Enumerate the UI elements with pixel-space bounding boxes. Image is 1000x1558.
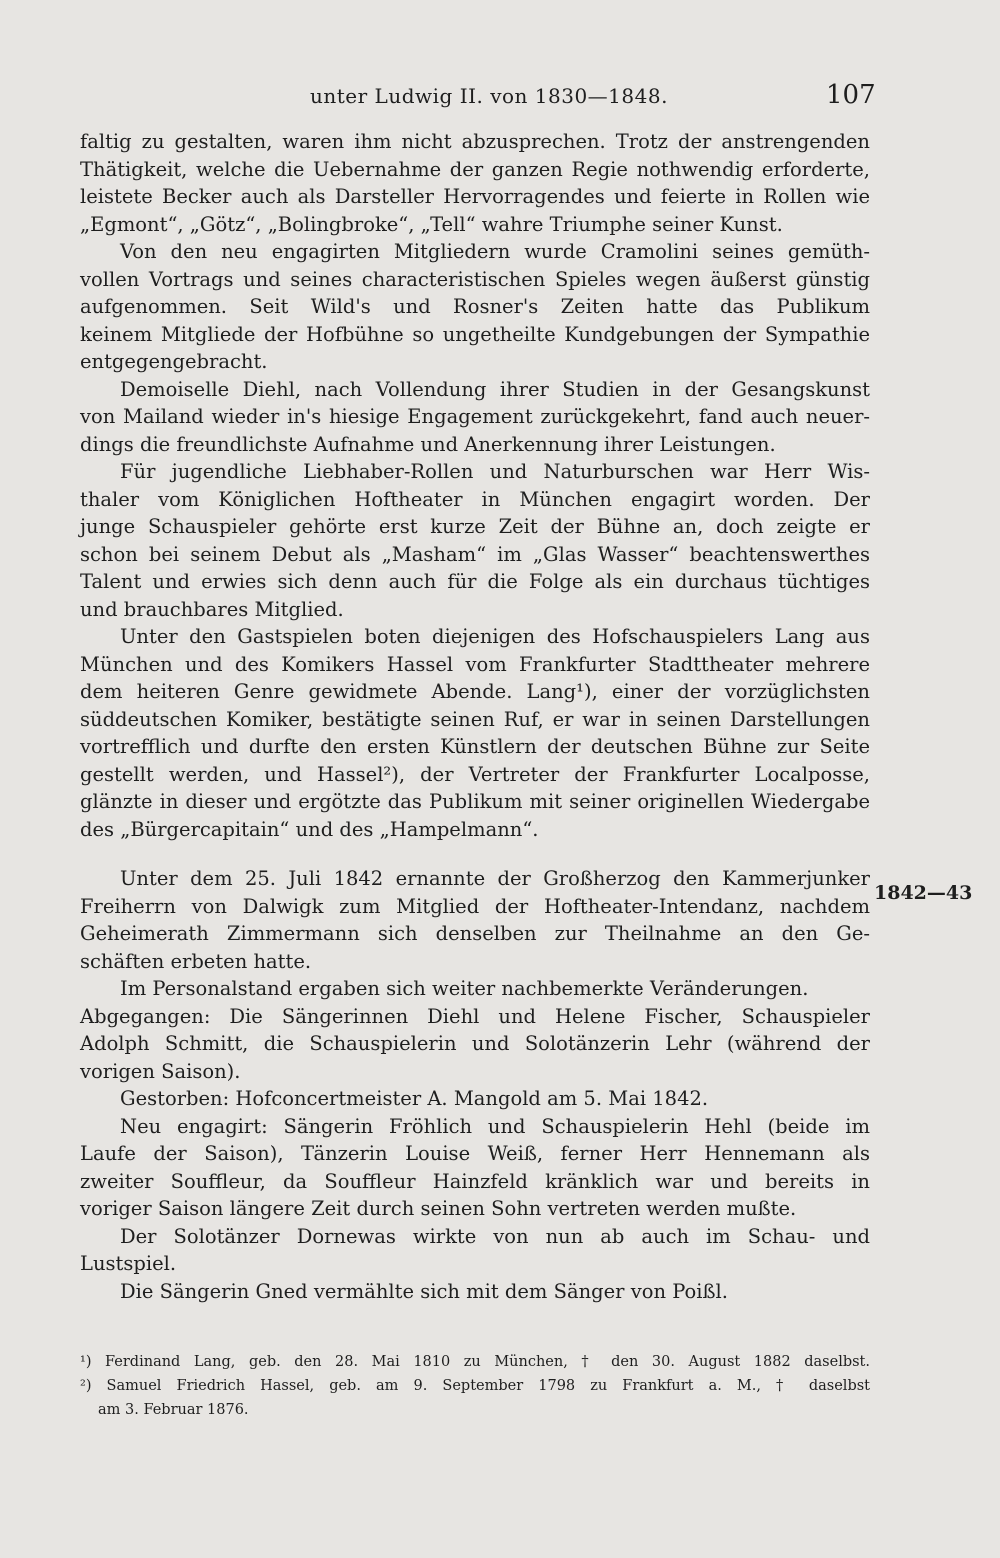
- body-text: [80, 128, 870, 1305]
- text-line: schäften erbeten hatte.: [80, 949, 312, 973]
- text-line: „Egmont“, „Götz“, „Bolingbroke“, „Tell“ wahre Triumphe seiner Kunst.: [80, 212, 783, 236]
- text-line: Thätigkeit, welche die Uebernahme der ganzen Regie nothwendig erforderte,: [80, 157, 870, 181]
- text-line: zweiter Souffleur, da Souffleur Hainzfeld kränklich war und bereits in: [80, 1169, 870, 1193]
- page-number: 107: [826, 80, 876, 110]
- text-line: Der Solotänzer Dornewas wirkte von nun ab auch im Schau- und: [120, 1224, 870, 1248]
- text-line: Geheimerath Zimmermann sich denselben zur Theilnahme an den Ge-: [80, 922, 870, 945]
- running-head: unter Ludwig II. von 1830—1848.: [310, 84, 668, 108]
- text-line: des „Bürgercapitain“ und des „Hampelmann“.: [80, 817, 539, 841]
- text-line: schon bei seinem Debut als „Masham“ im „Glas Wasser“ beachtenswerthes: [80, 542, 870, 566]
- text-line: aufgenommen. Seit Wild's und Rosner's Zeiten hatte das Publikum: [80, 295, 870, 318]
- text-line: Im Personalstand ergaben sich weiter nachbemerkte Veränderungen.: [120, 977, 809, 1000]
- text-line: dings die freundlichste Aufnahme und Anerkennung ihrer Leistungen.: [80, 432, 776, 456]
- text-line: glänzte in dieser und ergötzte das Publikum mit seiner originellen Wiedergabe: [80, 790, 870, 813]
- margin-year-note: 1842—43: [874, 882, 973, 904]
- footnotes: [80, 1350, 870, 1422]
- text-line: vollen Vortrags und seines characteristischen Spieles wegen äußerst günstig: [80, 267, 870, 291]
- text-line: Neu engagirt: Sängerin Fröhlich und Schauspielerin Hehl (beide im: [120, 1114, 870, 1138]
- text-line: von Mailand wieder in's hiesige Engagement zurückgekehrt, fand auch neuer-: [80, 405, 870, 428]
- text-line: vorigen Saison).: [80, 1059, 241, 1083]
- footnote-line: ²) Samuel Friedrich Hassel, geb. am 9. September 1798 zu Frankfurt a. M., † daselbst: [80, 1378, 870, 1394]
- text-line: München und des Komikers Hassel vom Frankfurter Stadttheater mehrere: [80, 652, 870, 676]
- section-gap: [80, 843, 870, 865]
- text-line: und brauchbares Mitglied.: [80, 597, 344, 621]
- footnote-line: am 3. Februar 1876.: [98, 1402, 249, 1418]
- text-line: Adolph Schmitt, die Schauspielerin und Solotänzerin Lehr (während der: [80, 1032, 870, 1055]
- footnote-line: ¹) Ferdinand Lang, geb. den 28. Mai 1810 zu München, † den 30. August 1882 daselbst.: [80, 1354, 870, 1370]
- text-line: Freiherrn von Dalwigk zum Mitglied der Hoftheater-Intendanz, nachdem: [80, 894, 870, 918]
- text-line: Für jugendliche Liebhaber-Rollen und Naturburschen war Herr Wis-: [120, 460, 870, 483]
- text-line: dem heiteren Genre gewidmete Abende. Lang¹), einer der vorzüglichsten: [80, 680, 870, 703]
- text-line: Talent und erwies sich denn auch für die Folge als ein durchaus tüchtiges: [80, 570, 870, 593]
- text-line: Gestorben: Hofconcertmeister A. Mangold am 5. Mai 1842.: [120, 1087, 709, 1110]
- page-header: [0, 78, 1000, 118]
- text-line: gestellt werden, und Hassel²), der Vertreter der Frankfurter Localposse,: [80, 762, 870, 786]
- text-line: Unter dem 25. Juli 1842 ernannte der Großherzog den Kammerjunker: [120, 867, 870, 890]
- text-line: entgegengebracht.: [80, 350, 268, 373]
- text-line: vortrefflich und durfte den ersten Künstlern der deutschen Bühne zur Seite: [80, 735, 870, 758]
- text-line: thaler vom Königlichen Hoftheater in München engagirt worden. Der: [80, 487, 870, 511]
- text-line: Demoiselle Diehl, nach Vollendung ihrer Studien in der Gesangskunst: [120, 377, 870, 401]
- text-line: keinem Mitgliede der Hofbühne so ungetheilte Kundgebungen der Sympathie: [80, 322, 870, 346]
- text-line: süddeutschen Komiker, bestätigte seinen Ruf, er war in seinen Darstellungen: [80, 707, 870, 731]
- text-line: leistete Becker auch als Darsteller Hervorragendes und feierte in Rollen wie: [80, 185, 870, 208]
- text-line: Die Sängerin Gned vermählte sich mit dem Sänger von Poißl.: [120, 1279, 728, 1303]
- text-line: faltig zu gestalten, waren ihm nicht abzusprechen. Trotz der anstrengenden: [80, 130, 870, 153]
- text-line: Abgegangen: Die Sängerinnen Diehl und Helene Fischer, Schauspieler: [80, 1004, 870, 1028]
- text-line: Von den neu engagirten Mitgliedern wurde Cramolini seines gemüth-: [120, 240, 870, 263]
- text-line: voriger Saison längere Zeit durch seinen Sohn vertreten werden mußte.: [80, 1197, 797, 1220]
- text-line: junge Schauspieler gehörte erst kurze Zeit der Bühne an, doch zeigte er: [80, 515, 870, 538]
- text-line: Unter den Gastspielen boten diejenigen des Hofschauspielers Lang aus: [120, 625, 870, 648]
- text-line: Laufe der Saison), Tänzerin Louise Weiß, ferner Herr Hennemann als: [80, 1142, 870, 1165]
- text-line: Lustspiel.: [80, 1252, 177, 1275]
